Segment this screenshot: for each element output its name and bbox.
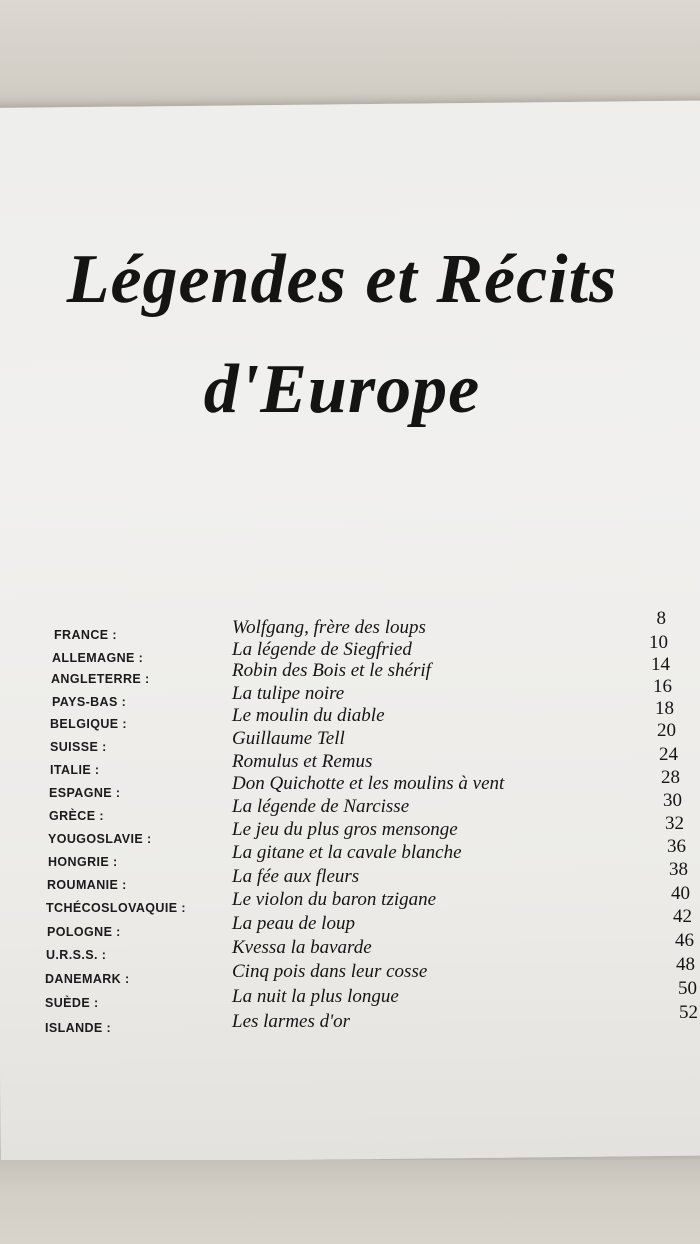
page-number: 16 [653,676,672,697]
country-label: FRANCE : [54,628,117,642]
page-title-line-1: Légendes et Récits [66,241,618,318]
page-number: 50 [678,978,697,999]
story-title: Le violon du baron tzigane [232,889,437,910]
story-title: La tulipe noire [232,683,345,704]
story-title: Wolfgang, frère des loups [232,617,426,638]
country-label: YOUGOSLAVIE : [48,832,152,846]
story-title: La légende de Siegfried [232,639,412,660]
country-label: TCHÉCOSLOVAQUIE : [46,901,186,915]
story-title: Kvessa la bavarde [232,937,372,958]
story-title: Guillaume Tell [232,728,345,749]
page-number: 28 [661,767,680,788]
page-number: 48 [676,954,695,975]
page-number: 18 [655,698,674,719]
country-label: PAYS-BAS : [52,695,127,709]
country-label: POLOGNE : [47,925,121,939]
story-title: La peau de loup [232,913,355,934]
country-label: ANGLETERRE : [51,672,150,686]
page-number: 20 [657,720,676,741]
country-label: ISLANDE : [45,1021,112,1035]
page-number: 42 [673,906,692,927]
country-label: HONGRIE : [48,855,118,869]
page-number: 14 [651,654,670,675]
story-title: Romulus et Remus [232,751,373,772]
country-label: GRÈCE : [49,809,104,823]
country-label: ITALIE : [50,763,100,777]
country-label: DANEMARK : [45,972,130,986]
story-title: Les larmes d'or [232,1011,351,1032]
page-number: 30 [663,790,682,811]
page-number: 36 [667,836,686,857]
page-number: 40 [671,883,690,904]
page-number: 46 [675,930,694,951]
country-label: ALLEMAGNE : [52,651,144,665]
story-title: Le jeu du plus gros mensonge [232,819,458,840]
page-number: 32 [665,813,684,834]
country-label: SUÈDE : [45,996,99,1010]
country-label: ROUMANIE : [47,878,127,892]
story-title: La nuit la plus longue [232,986,399,1007]
story-title: La gitane et la cavale blanche [232,842,462,863]
page-number: 38 [669,859,688,880]
story-title: Cinq pois dans leur cosse [232,961,428,982]
page-number: 10 [649,632,668,653]
country-label: ESPAGNE : [49,786,121,800]
story-title: Robin des Bois et le shérif [232,660,431,681]
page-title-line-2: d'Europe [203,351,481,428]
country-label: SUISSE : [50,740,107,754]
country-label: U.R.S.S. : [46,948,107,962]
country-label: BELGIQUE : [50,717,127,731]
story-title: Don Quichotte et les moulins à vent [232,773,505,794]
story-title: La légende de Narcisse [232,796,410,817]
story-title: Le moulin du diable [232,705,385,726]
story-title: La fée aux fleurs [232,866,360,887]
page-number: 52 [679,1002,698,1023]
page-number: 24 [659,744,678,765]
page-number: 8 [656,608,666,629]
